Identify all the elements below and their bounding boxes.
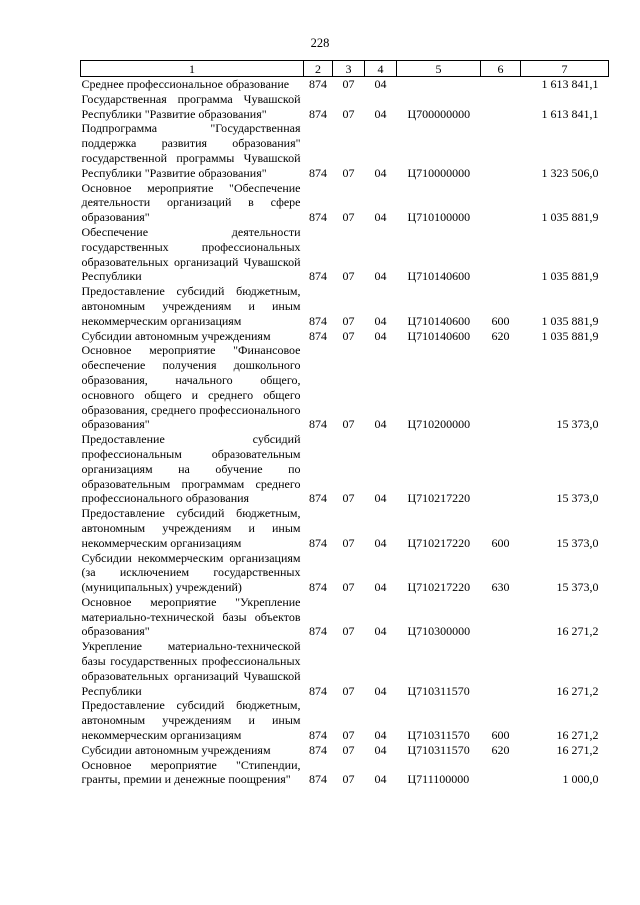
row-expense-type: 600 (491, 313, 510, 328)
row-expense-type: 620 (491, 328, 510, 343)
row-ministry-code: 874 (309, 772, 327, 787)
table-row (81, 225, 609, 284)
row-amount: 15 373,0 (556, 491, 599, 506)
row-subsection-code: 04 (374, 313, 387, 328)
row-target-code: Ц710311570 (407, 683, 470, 698)
header-col-2: 2 (304, 61, 333, 77)
row-expense-type (481, 595, 521, 639)
row-target-code: Ц710100000 (407, 210, 471, 225)
row-section-code: 07 (342, 580, 355, 595)
row-expense-type (481, 225, 521, 284)
row-target-code: Ц710140600 (407, 313, 471, 328)
row-section-code: 07 (342, 624, 355, 639)
table-row (81, 432, 609, 506)
row-amount: 1 613 841,1 (541, 77, 599, 91)
row-section-code: 07 (342, 728, 355, 743)
row-name: Укрепление материально-технической базы государственных профессиональных образовательных организаций Чувашской Республики (81, 639, 301, 698)
table-row (81, 506, 609, 550)
row-section-code: 07 (342, 165, 355, 180)
row-amount: 15 373,0 (556, 535, 599, 550)
row-ministry-code: 874 (309, 742, 327, 757)
row-target-code: Ц710300000 (407, 624, 471, 639)
row-expense-type (481, 77, 521, 92)
row-name: Субсидии автономным учреждениям (81, 742, 271, 757)
row-name: Подпрограмма "Государственная поддержка развития образования" государственной программы Чувашской Республики "Развитие образования" (81, 121, 301, 180)
row-name: Основное мероприятие "Финансовое обеспечение получения дошкольного образования, начального общего, основного общего и среднего общего образования, среднего профессионального образования" (81, 343, 301, 432)
row-ministry-code: 874 (309, 106, 327, 121)
row-ministry-code: 874 (309, 313, 327, 328)
row-name: Основное мероприятие "Укрепление материально-технической базы объектов образования" (81, 594, 301, 639)
row-ministry-code: 874 (309, 165, 327, 180)
row-subsection-code: 04 (374, 417, 387, 432)
table-row (81, 121, 609, 180)
table-row (81, 551, 609, 595)
header-col-6: 6 (481, 61, 521, 77)
row-subsection-code: 04 (374, 580, 387, 595)
row-name: Обеспечение деятельности государственных профессиональных образовательных организаций Чувашской Республики (81, 224, 301, 284)
budget-table (80, 60, 609, 787)
table-row (81, 92, 609, 122)
row-section-code: 07 (342, 313, 355, 328)
row-subsection-code: 04 (374, 210, 387, 225)
header-col-4: 4 (365, 61, 397, 77)
row-amount: 1 035 881,9 (541, 210, 599, 225)
row-subsection-code: 04 (374, 683, 387, 698)
row-expense-type (481, 758, 521, 788)
row-subsection-code: 04 (374, 728, 387, 743)
row-amount: 15 373,0 (556, 580, 599, 595)
row-ministry-code: 874 (309, 683, 327, 698)
row-subsection-code: 04 (374, 772, 387, 787)
row-expense-type: 630 (491, 580, 510, 595)
row-subsection-code: 04 (374, 269, 387, 284)
row-ministry-code: 874 (309, 624, 327, 639)
row-target-code: Ц710311570 (407, 742, 470, 757)
row-amount: 16 271,2 (556, 683, 599, 698)
header-col-1: 1 (81, 61, 304, 77)
row-name: Субсидии некоммерческим организациям (за исключением государственных (муниципальных) учреждений) (81, 550, 301, 595)
table-row (81, 181, 609, 225)
row-expense-type (481, 343, 521, 432)
row-amount: 16 271,2 (556, 728, 599, 743)
row-expense-type: 600 (491, 728, 510, 743)
row-target-code: Ц700000000 (407, 106, 471, 121)
row-expense-type (481, 181, 521, 225)
row-target-code: Ц710311570 (407, 728, 470, 743)
row-name: Государственная программа Чувашской Республики "Развитие образования" (81, 91, 301, 121)
page-number: 228 (310, 36, 330, 50)
row-ministry-code: 874 (309, 535, 327, 550)
row-target-code: Ц711100000 (407, 772, 470, 787)
row-amount: 15 373,0 (556, 417, 599, 432)
row-section-code: 07 (342, 328, 355, 343)
row-target-code: Ц710217220 (407, 491, 471, 506)
row-ministry-code: 874 (309, 210, 327, 225)
row-ministry-code: 874 (309, 580, 327, 595)
row-ministry-code: 874 (309, 417, 327, 432)
row-section-code: 07 (342, 742, 355, 757)
row-name: Предоставление субсидий бюджетным, автономным учреждениям и иным некоммерческим организациям (81, 698, 301, 743)
table-row (81, 329, 609, 344)
row-amount: 16 271,2 (556, 742, 599, 757)
row-target-code: Ц710200000 (407, 417, 471, 432)
table-row (81, 743, 609, 758)
table-row (81, 343, 609, 432)
table-row (81, 639, 609, 698)
header-col-3: 3 (333, 61, 365, 77)
row-amount: 1 035 881,9 (541, 313, 599, 328)
row-section-code: 07 (342, 491, 355, 506)
row-name: Основное мероприятие "Стипендии, гранты, премии и денежные поощрения" (81, 757, 301, 787)
row-section-code: 07 (342, 210, 355, 225)
row-amount: 1 323 506,0 (541, 165, 599, 180)
row-ministry-code: 874 (309, 328, 327, 343)
row-target-code (397, 77, 481, 92)
row-name: Субсидии автономным учреждениям (81, 328, 271, 343)
row-subsection-code: 04 (374, 535, 387, 550)
row-amount: 1 613 841,1 (541, 106, 599, 121)
row-ministry-code: 874 (309, 269, 327, 284)
row-section-code: 07 (342, 106, 355, 121)
row-expense-type: 620 (491, 742, 510, 757)
row-name: Предоставление субсидий бюджетным, автономным учреждениям и иным некоммерческим организациям (81, 284, 301, 328)
row-name: Основное мероприятие "Обеспечение деятельности организаций в сфере образования" (81, 180, 301, 225)
table-row (81, 698, 609, 742)
row-subsection-code: 04 (374, 77, 387, 91)
row-section-code: 07 (342, 535, 355, 550)
row-section-code: 07 (342, 269, 355, 284)
row-expense-type (481, 432, 521, 506)
row-ministry-code: 874 (309, 77, 327, 91)
row-subsection-code: 04 (374, 106, 387, 121)
row-target-code: Ц710000000 (407, 165, 471, 180)
row-expense-type (481, 92, 521, 122)
row-amount: 1 035 881,9 (541, 269, 599, 284)
table-row (81, 758, 609, 788)
row-name: Предоставление субсидий профессиональным образовательным организациям на обучение по образовательным программам среднего профессионального образования (81, 432, 301, 506)
row-amount: 16 271,2 (556, 624, 599, 639)
table-row (81, 595, 609, 639)
row-subsection-code: 04 (374, 491, 387, 506)
row-amount: 1 000,0 (562, 772, 599, 787)
row-section-code: 07 (342, 772, 355, 787)
table-row (81, 77, 609, 92)
row-target-code: Ц710140600 (407, 328, 471, 343)
table-header-row (81, 61, 609, 77)
row-ministry-code: 874 (309, 728, 327, 743)
row-section-code: 07 (342, 417, 355, 432)
row-name: Предоставление субсидий бюджетным, автономным учреждениям и иным некоммерческим организациям (81, 506, 301, 550)
row-target-code: Ц710140600 (407, 269, 471, 284)
row-expense-type (481, 639, 521, 698)
row-subsection-code: 04 (374, 742, 387, 757)
row-subsection-code: 04 (374, 624, 387, 639)
header-col-5: 5 (397, 61, 481, 77)
row-name: Среднее профессиональное образование (81, 77, 290, 91)
row-amount: 1 035 881,9 (541, 328, 599, 343)
row-section-code: 07 (342, 683, 355, 698)
row-expense-type: 600 (491, 535, 510, 550)
row-subsection-code: 04 (374, 328, 387, 343)
row-target-code: Ц710217220 (407, 580, 471, 595)
row-expense-type (481, 121, 521, 180)
table-body (81, 77, 609, 788)
row-subsection-code: 04 (374, 165, 387, 180)
row-section-code: 07 (342, 77, 355, 91)
table-row (81, 284, 609, 328)
row-target-code: Ц710217220 (407, 535, 471, 550)
header-col-7: 7 (521, 61, 609, 77)
row-ministry-code: 874 (309, 491, 327, 506)
